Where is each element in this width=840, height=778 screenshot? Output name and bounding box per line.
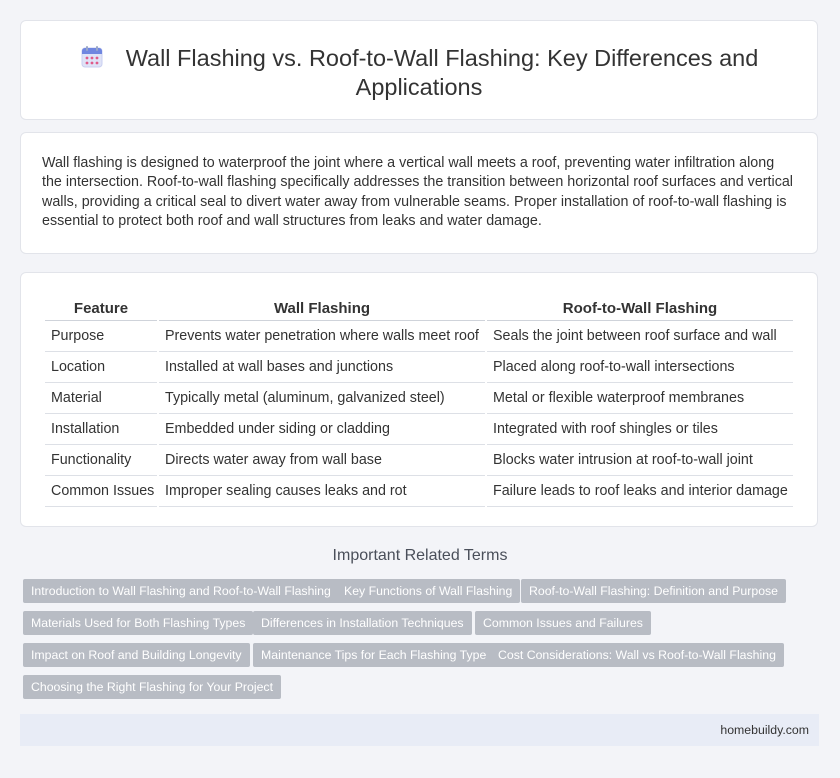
table-row (45, 383, 793, 414)
row-wall-flashing: Typically metal (aluminum, galvanized steel) (159, 383, 485, 414)
related-term-tag[interactable]: Introduction to Wall Flashing and Roof-to-Wall Flashing (23, 579, 339, 603)
table-row (45, 445, 793, 476)
footer-site[interactable]: homebuildy.com (720, 723, 809, 737)
related-term-tag[interactable]: Cost Considerations: Wall vs Roof-to-Wall Flashing (490, 643, 784, 667)
intro-card (20, 132, 818, 254)
header-wall-flashing: Wall Flashing (159, 296, 485, 321)
page-title-wrap (61, 44, 777, 102)
row-feature: Installation (45, 414, 157, 445)
row-feature: Common Issues (45, 476, 157, 507)
row-wall-flashing: Embedded under siding or cladding (159, 414, 485, 445)
footer (20, 714, 819, 746)
table-row (45, 414, 793, 445)
related-term-tag[interactable]: Maintenance Tips for Each Flashing Type (253, 643, 494, 667)
related-terms-title: Important Related Terms (332, 547, 508, 564)
row-roof-to-wall: Integrated with roof shingles or tiles (487, 414, 793, 445)
table-header-row (45, 296, 793, 321)
row-wall-flashing: Prevents water penetration where walls meet roof (159, 321, 485, 352)
header-feature: Feature (45, 296, 157, 321)
row-wall-flashing: Installed at wall bases and junctions (159, 352, 485, 383)
title-card (20, 20, 818, 120)
row-wall-flashing: Improper sealing causes leaks and rot (159, 476, 485, 507)
table-row (45, 321, 793, 352)
page-title: Wall Flashing vs. Roof-to-Wall Flashing: Key Differences and Applications (125, 45, 759, 100)
row-feature: Functionality (45, 445, 157, 476)
row-wall-flashing: Directs water away from wall base (159, 445, 485, 476)
comparison-card (20, 272, 818, 527)
header-roof-to-wall-flashing: Roof-to-Wall Flashing (487, 296, 793, 321)
row-roof-to-wall: Seals the joint between roof surface and wall (487, 321, 793, 352)
row-feature: Purpose (45, 321, 157, 352)
related-term-tag[interactable]: Common Issues and Failures (475, 611, 651, 635)
row-feature: Material (45, 383, 157, 414)
intro-text: Wall flashing is designed to waterproof the joint where a vertical wall meets a roof, preventing water infiltration along the intersection. Roof-to-wall flashing specifically addresses the transition between horizontal roof surfaces and vertical walls, providing a critical seal to divert water away from vulnerable seams. Proper installation of roof-to-wall flashing is essential to protect both roof and wall structures from leaks and water damage. (42, 155, 793, 230)
related-term-tag[interactable]: Differences in Installation Techniques (253, 611, 472, 635)
row-roof-to-wall: Blocks water intrusion at roof-to-wall joint (487, 445, 793, 476)
related-term-tag[interactable]: Roof-to-Wall Flashing: Definition and Purpose (521, 579, 786, 603)
related-term-tag[interactable]: Impact on Roof and Building Longevity (23, 643, 250, 667)
table-row (45, 352, 793, 383)
table-row (45, 476, 793, 507)
related-term-tag[interactable]: Choosing the Right Flashing for Your Project (23, 675, 281, 699)
related-term-tag[interactable]: Key Functions of Wall Flashing (336, 579, 520, 603)
row-feature: Location (45, 352, 157, 383)
row-roof-to-wall: Placed along roof-to-wall intersections (487, 352, 793, 383)
comparison-table (43, 296, 795, 507)
row-roof-to-wall: Metal or flexible waterproof membranes (487, 383, 793, 414)
related-term-tag[interactable]: Materials Used for Both Flashing Types (23, 611, 253, 635)
row-roof-to-wall: Failure leads to roof leaks and interior damage (487, 476, 793, 507)
calendar-icon (80, 45, 104, 69)
